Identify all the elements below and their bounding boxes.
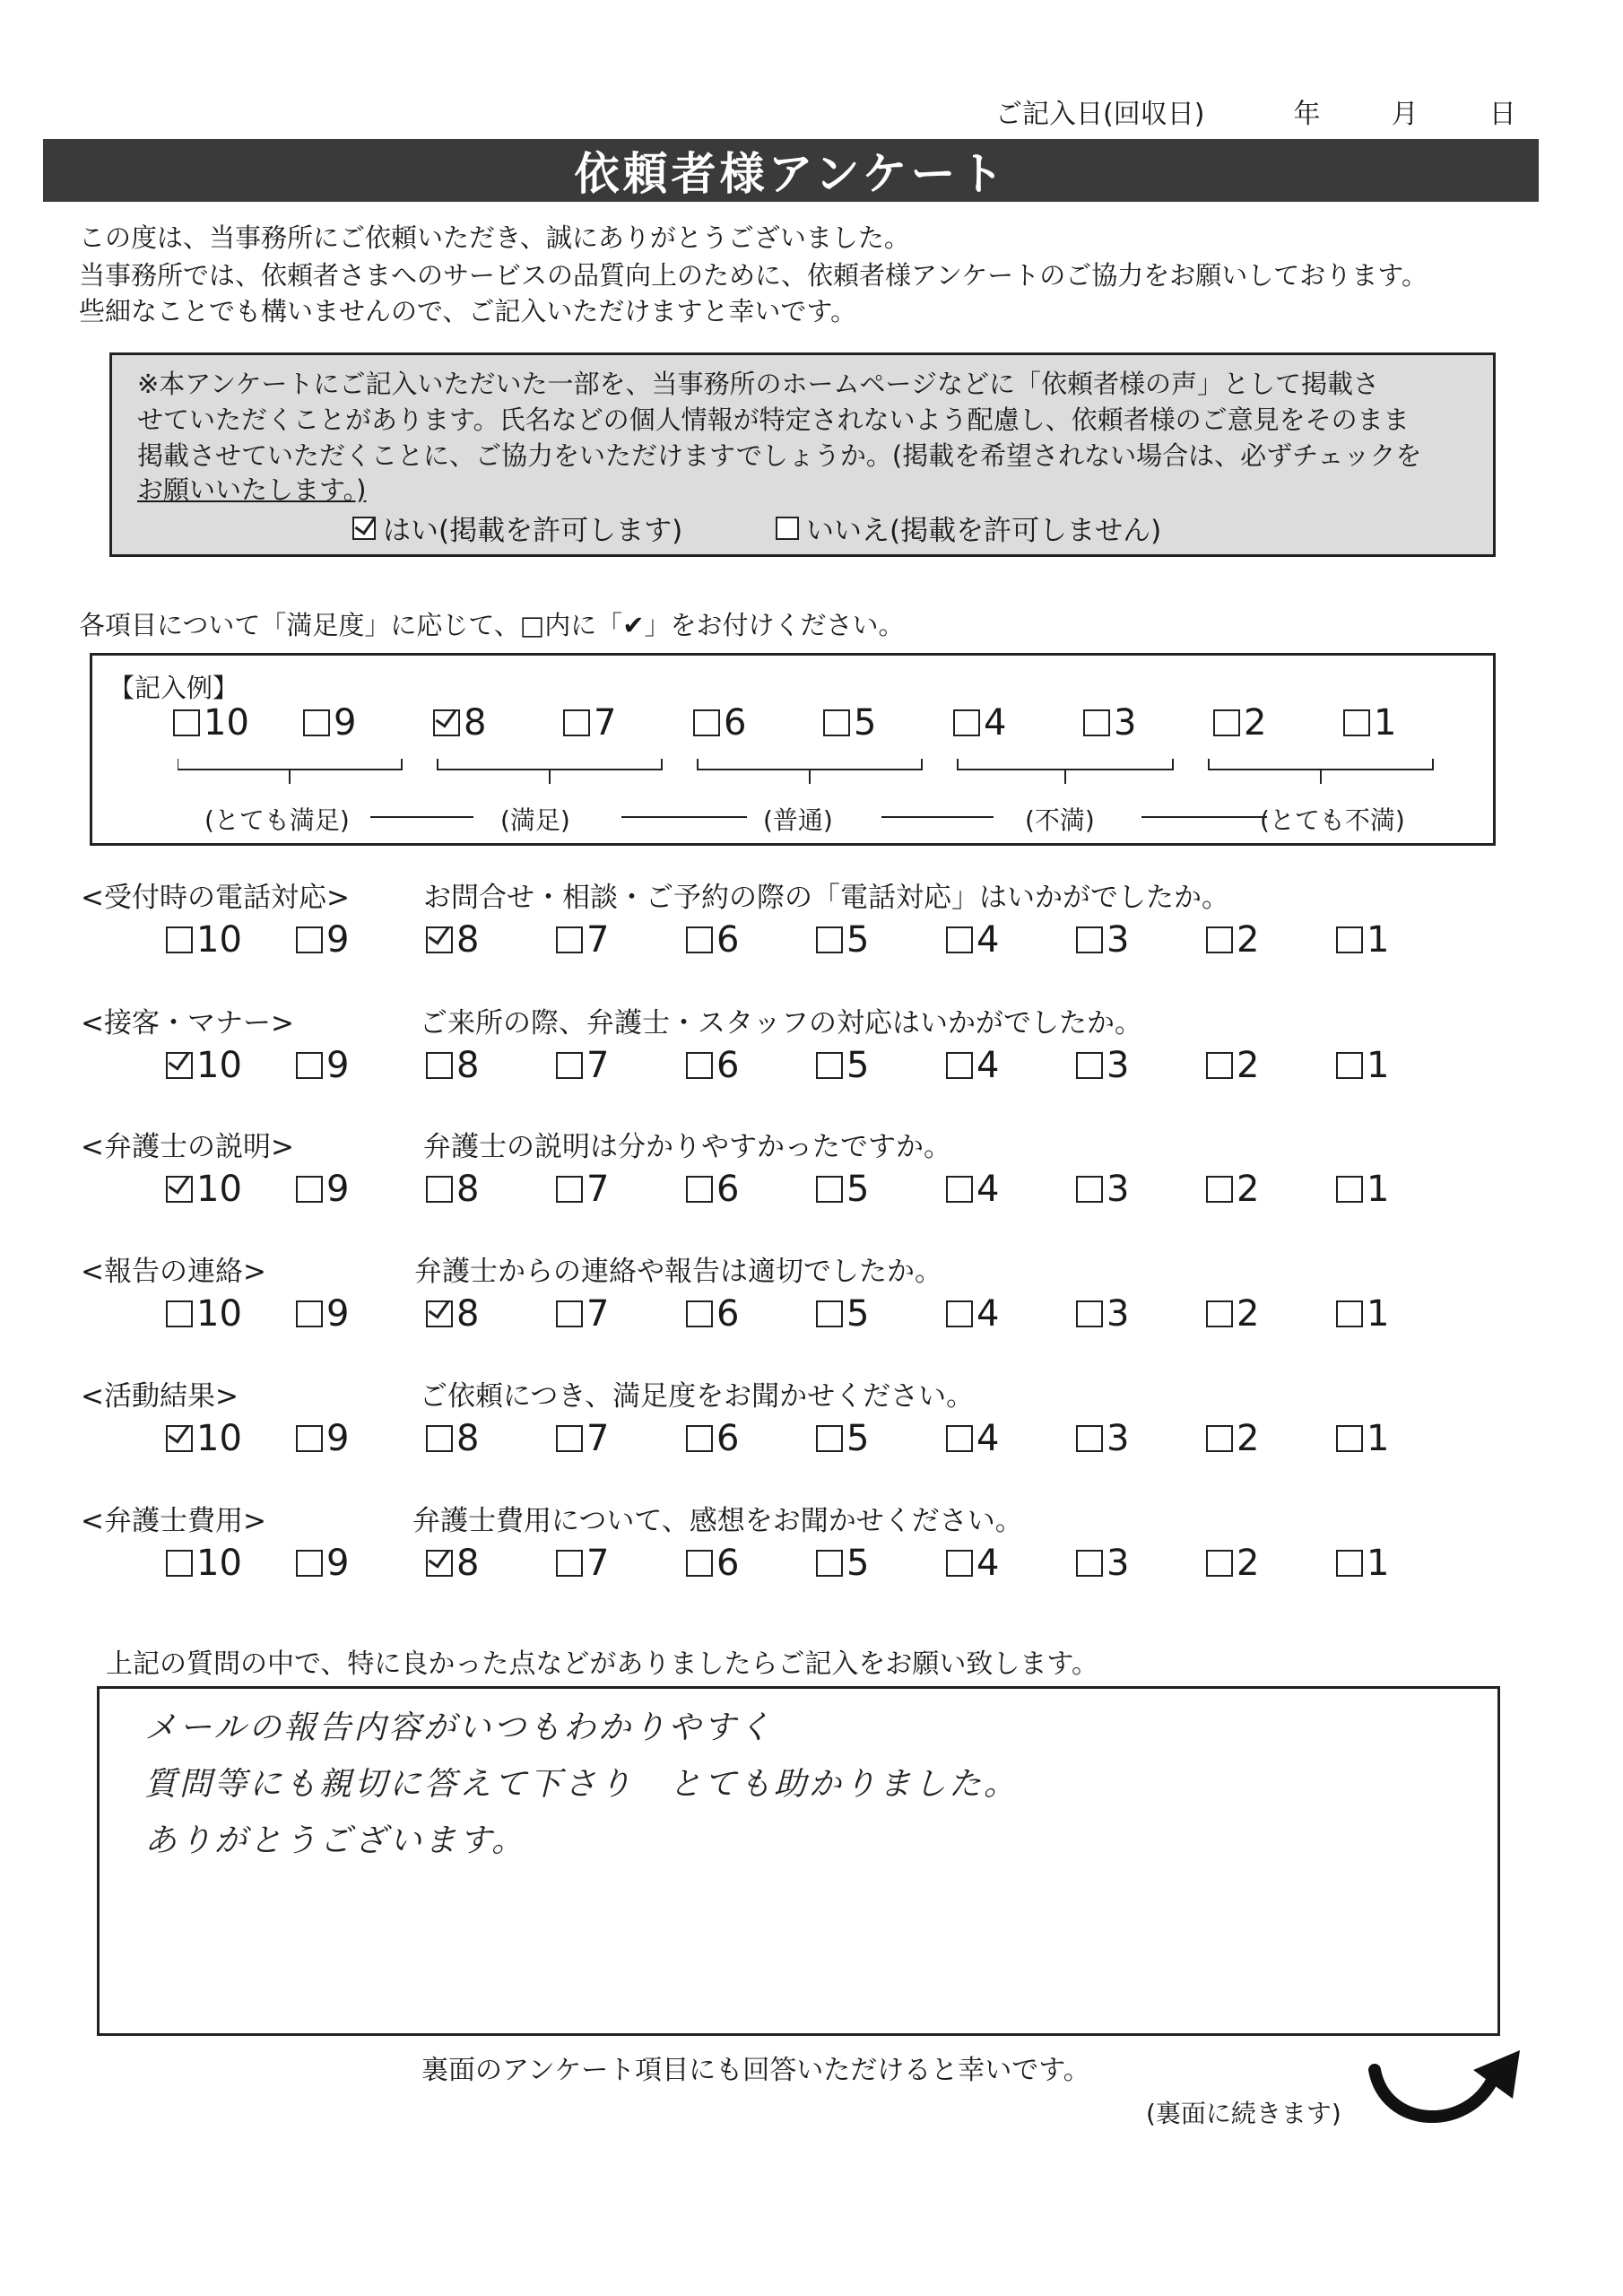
consent-yes-option[interactable]	[352, 508, 682, 548]
q4-checkbox-7[interactable]	[556, 1300, 583, 1327]
q6-option-2[interactable]	[1206, 1543, 1259, 1584]
example-option-label: 8	[464, 702, 487, 744]
example-option-label: 10	[204, 702, 249, 744]
q3-checkbox-8[interactable]	[426, 1176, 453, 1203]
notice-line-3: 掲載させていただくことに、ご協力をいただけますでしょうか。(掲載を希望されない場合は、必ずチェックを	[137, 440, 1422, 471]
footer-note: 裏面のアンケート項目にも回答いただけると幸いです。	[421, 2055, 1090, 2086]
example-option-1[interactable]	[1343, 702, 1396, 744]
q6-option-label: 8	[456, 1543, 480, 1584]
q5-option-label: 9	[326, 1418, 350, 1459]
q6-option-8[interactable]	[426, 1543, 479, 1584]
q3-checkbox-6[interactable]	[686, 1176, 713, 1203]
example-checkbox-6[interactable]	[693, 709, 720, 736]
q3-option-label: 6	[716, 1169, 740, 1210]
q6-checkbox-1[interactable]	[1336, 1550, 1363, 1577]
q4-option-label: 1	[1367, 1293, 1390, 1335]
q2-option-label: 5	[846, 1045, 870, 1086]
q1-checkbox-5[interactable]	[816, 926, 843, 953]
q1-option-10[interactable]	[166, 919, 242, 961]
page-title: 依頼者様アンケート	[574, 148, 1008, 200]
q2-checkbox-1[interactable]	[1336, 1052, 1363, 1079]
example-checkbox-8[interactable]	[433, 709, 460, 736]
q6-option-label: 7	[586, 1543, 610, 1584]
q2-option-4[interactable]	[946, 1045, 999, 1086]
q2-option-10[interactable]	[166, 1045, 242, 1086]
q6-option-label: 1	[1367, 1543, 1390, 1584]
scale-label-dissatisfied: (不満)	[1025, 805, 1095, 835]
comment-line-2: 質問等にも親切に答えて下さり とても助かりました。	[144, 1766, 1020, 1803]
comment-line-3: ありがとうございます。	[144, 1822, 527, 1859]
q2-option-label: 6	[716, 1045, 740, 1086]
q5-checkbox-2[interactable]	[1206, 1425, 1233, 1452]
q5-checkbox-10[interactable]	[166, 1425, 193, 1452]
q5-option-10[interactable]	[166, 1418, 242, 1459]
question-text: お問合せ・相談・ご予約の際の「電話対応」はいかがでしたか。	[423, 882, 1229, 914]
q1-option-label: 1	[1367, 919, 1390, 961]
example-checkbox-10[interactable]	[173, 709, 200, 736]
q6-option-label: 5	[846, 1543, 870, 1584]
q2-option-label: 1	[1367, 1045, 1390, 1086]
q1-option-label: 2	[1237, 919, 1260, 961]
example-checkbox-2[interactable]	[1213, 709, 1240, 736]
q3-option-3[interactable]	[1076, 1169, 1129, 1210]
q4-checkbox-9[interactable]	[296, 1300, 323, 1327]
q6-option-label: 3	[1107, 1543, 1130, 1584]
question-heading: <弁護士費用>	[81, 1505, 266, 1537]
question-heading: <報告の連絡>	[81, 1256, 266, 1288]
q5-checkbox-4[interactable]	[946, 1425, 973, 1452]
scale-label-neutral: (普通)	[763, 805, 833, 835]
q4-option-label: 5	[846, 1293, 870, 1335]
q6-option-10[interactable]	[166, 1543, 242, 1584]
q1-option-label: 8	[456, 919, 480, 961]
q1-checkbox-3[interactable]	[1076, 926, 1103, 953]
q5-option-label: 4	[976, 1418, 1000, 1459]
q2-checkbox-3[interactable]	[1076, 1052, 1103, 1079]
q4-option-4[interactable]	[946, 1293, 999, 1335]
q1-option-label: 9	[326, 919, 350, 961]
q3-checkbox-2[interactable]	[1206, 1176, 1233, 1203]
q6-option-label: 10	[196, 1543, 242, 1584]
example-option-5[interactable]	[823, 702, 876, 744]
year-label: 年	[1293, 99, 1321, 130]
q1-option-label: 7	[586, 919, 610, 961]
example-checkbox-9[interactable]	[303, 709, 330, 736]
q1-option-7[interactable]	[556, 919, 609, 961]
q1-checkbox-7[interactable]	[556, 926, 583, 953]
q6-checkbox-4[interactable]	[946, 1550, 973, 1577]
q4-option-label: 8	[456, 1293, 480, 1335]
q2-checkbox-10[interactable]	[166, 1052, 193, 1079]
q4-option-label: 6	[716, 1293, 740, 1335]
q4-option-9[interactable]	[296, 1293, 349, 1335]
q2-option-3[interactable]	[1076, 1045, 1129, 1086]
q5-option-label: 7	[586, 1418, 610, 1459]
q5-checkbox-1[interactable]	[1336, 1425, 1363, 1452]
q5-option-label: 10	[196, 1418, 242, 1459]
q4-checkbox-1[interactable]	[1336, 1300, 1363, 1327]
q2-checkbox-8[interactable]	[426, 1052, 453, 1079]
q1-option-5[interactable]	[816, 919, 869, 961]
q3-option-label: 4	[976, 1169, 1000, 1210]
q5-option-label: 8	[456, 1418, 480, 1459]
q2-option-8[interactable]	[426, 1045, 479, 1086]
notice-line-2: せていただくことがあります。氏名などの個人情報が特定されないよう配慮し、依頼者様のご意見をそのまま	[137, 404, 1410, 435]
q3-checkbox-10[interactable]	[166, 1176, 193, 1203]
example-option-label: 9	[334, 702, 357, 744]
q4-option-label: 2	[1237, 1293, 1260, 1335]
q4-option-label: 4	[976, 1293, 1000, 1335]
example-checkbox-3[interactable]	[1083, 709, 1110, 736]
q5-option-4[interactable]	[946, 1418, 999, 1459]
example-option-4[interactable]	[953, 702, 1006, 744]
free-comment-box[interactable]	[97, 1686, 1500, 2036]
q6-checkbox-9[interactable]	[296, 1550, 323, 1577]
q3-option-8[interactable]	[426, 1169, 479, 1210]
q2-option-5[interactable]	[816, 1045, 869, 1086]
q3-option-9[interactable]	[296, 1169, 349, 1210]
q5-checkbox-3[interactable]	[1076, 1425, 1103, 1452]
title-bar	[43, 139, 1539, 202]
q3-option-label: 1	[1367, 1169, 1390, 1210]
q3-option-label: 8	[456, 1169, 480, 1210]
q3-option-5[interactable]	[816, 1169, 869, 1210]
example-option-9[interactable]	[303, 702, 356, 744]
question-text: ご依頼につき、満足度をお聞かせください。	[420, 1380, 975, 1413]
question-heading: <活動結果>	[81, 1380, 239, 1413]
example-option-7[interactable]	[563, 702, 616, 744]
instruction-text: 各項目について「満足度」に応じて、□内に「✔」をお付けください。	[79, 610, 905, 640]
q3-option-1[interactable]	[1336, 1169, 1389, 1210]
q1-option-8[interactable]	[426, 919, 479, 961]
scale-label-satisfied: (満足)	[500, 805, 570, 835]
example-option-10[interactable]	[173, 702, 249, 744]
example-checkbox-5[interactable]	[823, 709, 850, 736]
q1-checkbox-2[interactable]	[1206, 926, 1233, 953]
question-heading: <弁護士の説明>	[81, 1131, 294, 1163]
q4-option-1[interactable]	[1336, 1293, 1389, 1335]
notice-line-4: お願いいたします。)	[137, 474, 367, 505]
q1-checkbox-1[interactable]	[1336, 926, 1363, 953]
q6-checkbox-3[interactable]	[1076, 1550, 1103, 1577]
q6-checkbox-2[interactable]	[1206, 1550, 1233, 1577]
q2-option-label: 2	[1237, 1045, 1260, 1086]
question-text: 弁護士からの連絡や報告は適切でしたか。	[414, 1256, 942, 1288]
q2-option-9[interactable]	[296, 1045, 349, 1086]
q5-option-8[interactable]	[426, 1418, 479, 1459]
example-checkbox-7[interactable]	[563, 709, 590, 736]
q6-option-label: 2	[1237, 1543, 1260, 1584]
q1-checkbox-10[interactable]	[166, 926, 193, 953]
example-option-label: 2	[1244, 702, 1267, 744]
q5-option-label: 1	[1367, 1418, 1390, 1459]
example-label: 【記入例】	[108, 673, 239, 703]
q2-checkbox-9[interactable]	[296, 1052, 323, 1079]
example-option-6[interactable]	[693, 702, 746, 744]
example-option-label: 3	[1114, 702, 1137, 744]
q5-option-7[interactable]	[556, 1418, 609, 1459]
q5-option-2[interactable]	[1206, 1418, 1259, 1459]
q6-option-9[interactable]	[296, 1543, 349, 1584]
q3-option-7[interactable]	[556, 1169, 609, 1210]
notice-line-1: ※本アンケートにご記入いただいた一部を、当事務所のホームページなどに「依頼者様の声」として掲載さ	[137, 369, 1379, 399]
question-heading: <接客・マナー>	[81, 1007, 294, 1039]
example-option-label: 5	[854, 702, 877, 744]
scale-connector-lines	[370, 813, 1276, 822]
q1-option-1[interactable]	[1336, 919, 1389, 961]
q5-option-5[interactable]	[816, 1418, 869, 1459]
turn-page-arrow-icon	[1367, 2043, 1529, 2142]
q5-checkbox-5[interactable]	[816, 1425, 843, 1452]
q3-checkbox-7[interactable]	[556, 1176, 583, 1203]
q4-option-7[interactable]	[556, 1293, 609, 1335]
q3-option-10[interactable]	[166, 1169, 242, 1210]
date-label: ご記入日(回収日)	[995, 99, 1205, 130]
q2-checkbox-4[interactable]	[946, 1052, 973, 1079]
question-text: 弁護士の説明は分かりやすかったですか。	[423, 1131, 951, 1163]
q4-option-label: 7	[586, 1293, 610, 1335]
q3-checkbox-3[interactable]	[1076, 1176, 1103, 1203]
q4-checkbox-8[interactable]	[426, 1300, 453, 1327]
q6-option-label: 9	[326, 1543, 350, 1584]
q1-option-label: 5	[846, 919, 870, 961]
q3-option-label: 5	[846, 1169, 870, 1210]
q4-option-6[interactable]	[686, 1293, 739, 1335]
q4-option-10[interactable]	[166, 1293, 242, 1335]
q4-checkbox-4[interactable]	[946, 1300, 973, 1327]
q1-option-label: 10	[196, 919, 242, 961]
example-option-2[interactable]	[1213, 702, 1266, 744]
day-label: 日	[1488, 99, 1516, 130]
q2-option-label: 9	[326, 1045, 350, 1086]
q2-option-7[interactable]	[556, 1045, 609, 1086]
q5-checkbox-9[interactable]	[296, 1425, 323, 1452]
q2-checkbox-5[interactable]	[816, 1052, 843, 1079]
q3-checkbox-4[interactable]	[946, 1176, 973, 1203]
q6-checkbox-6[interactable]	[686, 1550, 713, 1577]
example-option-3[interactable]	[1083, 702, 1136, 744]
q6-checkbox-7[interactable]	[556, 1550, 583, 1577]
q5-option-3[interactable]	[1076, 1418, 1129, 1459]
q5-option-label: 5	[846, 1418, 870, 1459]
month-label: 月	[1391, 99, 1419, 130]
example-checkbox-1[interactable]	[1343, 709, 1370, 736]
q1-option-label: 3	[1107, 919, 1130, 961]
q2-option-6[interactable]	[686, 1045, 739, 1086]
example-option-label: 4	[984, 702, 1007, 744]
q6-option-5[interactable]	[816, 1543, 869, 1584]
q5-checkbox-7[interactable]	[556, 1425, 583, 1452]
q6-checkbox-10[interactable]	[166, 1550, 193, 1577]
example-option-label: 1	[1374, 702, 1397, 744]
q6-option-6[interactable]	[686, 1543, 739, 1584]
q5-option-label: 6	[716, 1418, 740, 1459]
q3-checkbox-1[interactable]	[1336, 1176, 1363, 1203]
q4-checkbox-2[interactable]	[1206, 1300, 1233, 1327]
intro-line-3: 些細なことでも構いませんので、ご記入いただけますと幸いです。	[79, 296, 857, 326]
q5-checkbox-6[interactable]	[686, 1425, 713, 1452]
q3-option-label: 7	[586, 1169, 610, 1210]
q3-option-4[interactable]	[946, 1169, 999, 1210]
scale-brackets	[178, 759, 1487, 795]
q2-checkbox-6[interactable]	[686, 1052, 713, 1079]
q1-checkbox-4[interactable]	[946, 926, 973, 953]
q6-option-4[interactable]	[946, 1543, 999, 1584]
q6-option-3[interactable]	[1076, 1543, 1129, 1584]
question-text: 弁護士費用について、感想をお聞かせください。	[412, 1505, 1023, 1537]
example-option-label: 7	[594, 702, 617, 744]
free-comment-prompt: 上記の質問の中で、特に良かった点などがありましたらご記入をお願い致します。	[106, 1648, 1098, 1680]
q4-option-8[interactable]	[426, 1293, 479, 1335]
q5-checkbox-8[interactable]	[426, 1425, 453, 1452]
q3-option-label: 3	[1107, 1169, 1130, 1210]
q3-option-label: 2	[1237, 1169, 1260, 1210]
scale-label-very-satisfied: (とても満足)	[204, 805, 350, 835]
consent-no-checkbox[interactable]	[776, 517, 799, 540]
q5-option-label: 3	[1107, 1418, 1130, 1459]
q4-checkbox-5[interactable]	[816, 1300, 843, 1327]
consent-yes-label: はい(掲載を許可します)	[383, 515, 683, 547]
q2-checkbox-2[interactable]	[1206, 1052, 1233, 1079]
q3-option-label: 10	[196, 1169, 242, 1210]
q1-option-2[interactable]	[1206, 919, 1259, 961]
q4-option-label: 10	[196, 1293, 242, 1335]
q4-option-3[interactable]	[1076, 1293, 1129, 1335]
q1-option-3[interactable]	[1076, 919, 1129, 961]
consent-no-label: いいえ(掲載を許可しません)	[806, 515, 1162, 547]
example-checkbox-4[interactable]	[953, 709, 980, 736]
q1-option-4[interactable]	[946, 919, 999, 961]
q1-option-label: 6	[716, 919, 740, 961]
q4-option-label: 3	[1107, 1293, 1130, 1335]
comment-line-1: メールの報告内容がいつもわかりやすく	[144, 1709, 774, 1746]
q1-checkbox-6[interactable]	[686, 926, 713, 953]
q2-option-label: 8	[456, 1045, 480, 1086]
q2-option-1[interactable]	[1336, 1045, 1389, 1086]
q3-option-2[interactable]	[1206, 1169, 1259, 1210]
q4-checkbox-6[interactable]	[686, 1300, 713, 1327]
question-text: ご来所の際、弁護士・スタッフの対応はいかがでしたか。	[420, 1007, 1142, 1039]
q3-option-6[interactable]	[686, 1169, 739, 1210]
q4-checkbox-10[interactable]	[166, 1300, 193, 1327]
publication-consent-box	[109, 352, 1496, 557]
q1-option-9[interactable]	[296, 919, 349, 961]
q3-checkbox-5[interactable]	[816, 1176, 843, 1203]
q2-option-label: 3	[1107, 1045, 1130, 1086]
q3-option-label: 9	[326, 1169, 350, 1210]
q5-option-9[interactable]	[296, 1418, 349, 1459]
q2-checkbox-7[interactable]	[556, 1052, 583, 1079]
scale-label-very-dissatisfied: (とても不満)	[1260, 805, 1405, 835]
continued-note: (裏面に続きます)	[1146, 2099, 1341, 2128]
example-option-label: 6	[724, 702, 747, 744]
example-box	[90, 653, 1496, 846]
q5-option-label: 2	[1237, 1418, 1260, 1459]
q5-option-1[interactable]	[1336, 1418, 1389, 1459]
q1-checkbox-8[interactable]	[426, 926, 453, 953]
q4-option-5[interactable]	[816, 1293, 869, 1335]
q1-checkbox-9[interactable]	[296, 926, 323, 953]
q6-checkbox-5[interactable]	[816, 1550, 843, 1577]
q2-option-label: 4	[976, 1045, 1000, 1086]
intro-line-1: この度は、当事務所にご依頼いただき、誠にありがとうございました。	[79, 222, 910, 253]
q6-checkbox-8[interactable]	[426, 1550, 453, 1577]
q4-option-label: 9	[326, 1293, 350, 1335]
q6-option-1[interactable]	[1336, 1543, 1389, 1584]
q6-option-7[interactable]	[556, 1543, 609, 1584]
example-option-8[interactable]	[433, 702, 486, 744]
question-heading: <受付時の電話対応>	[81, 882, 350, 914]
q2-option-2[interactable]	[1206, 1045, 1259, 1086]
date-line	[995, 91, 1516, 131]
intro-line-2: 当事務所では、依頼者さまへのサービスの品質向上のために、依頼者様アンケートのご協力をお願いしております。	[79, 260, 1428, 291]
q4-checkbox-3[interactable]	[1076, 1300, 1103, 1327]
q1-option-6[interactable]	[686, 919, 739, 961]
q4-option-2[interactable]	[1206, 1293, 1259, 1335]
q1-option-label: 4	[976, 919, 1000, 961]
q2-option-label: 10	[196, 1045, 242, 1086]
q3-checkbox-9[interactable]	[296, 1176, 323, 1203]
consent-yes-checkbox[interactable]	[352, 517, 376, 540]
q6-option-label: 4	[976, 1543, 1000, 1584]
q6-option-label: 6	[716, 1543, 740, 1584]
q2-option-label: 7	[586, 1045, 610, 1086]
q5-option-6[interactable]	[686, 1418, 739, 1459]
consent-no-option[interactable]	[776, 508, 1161, 548]
